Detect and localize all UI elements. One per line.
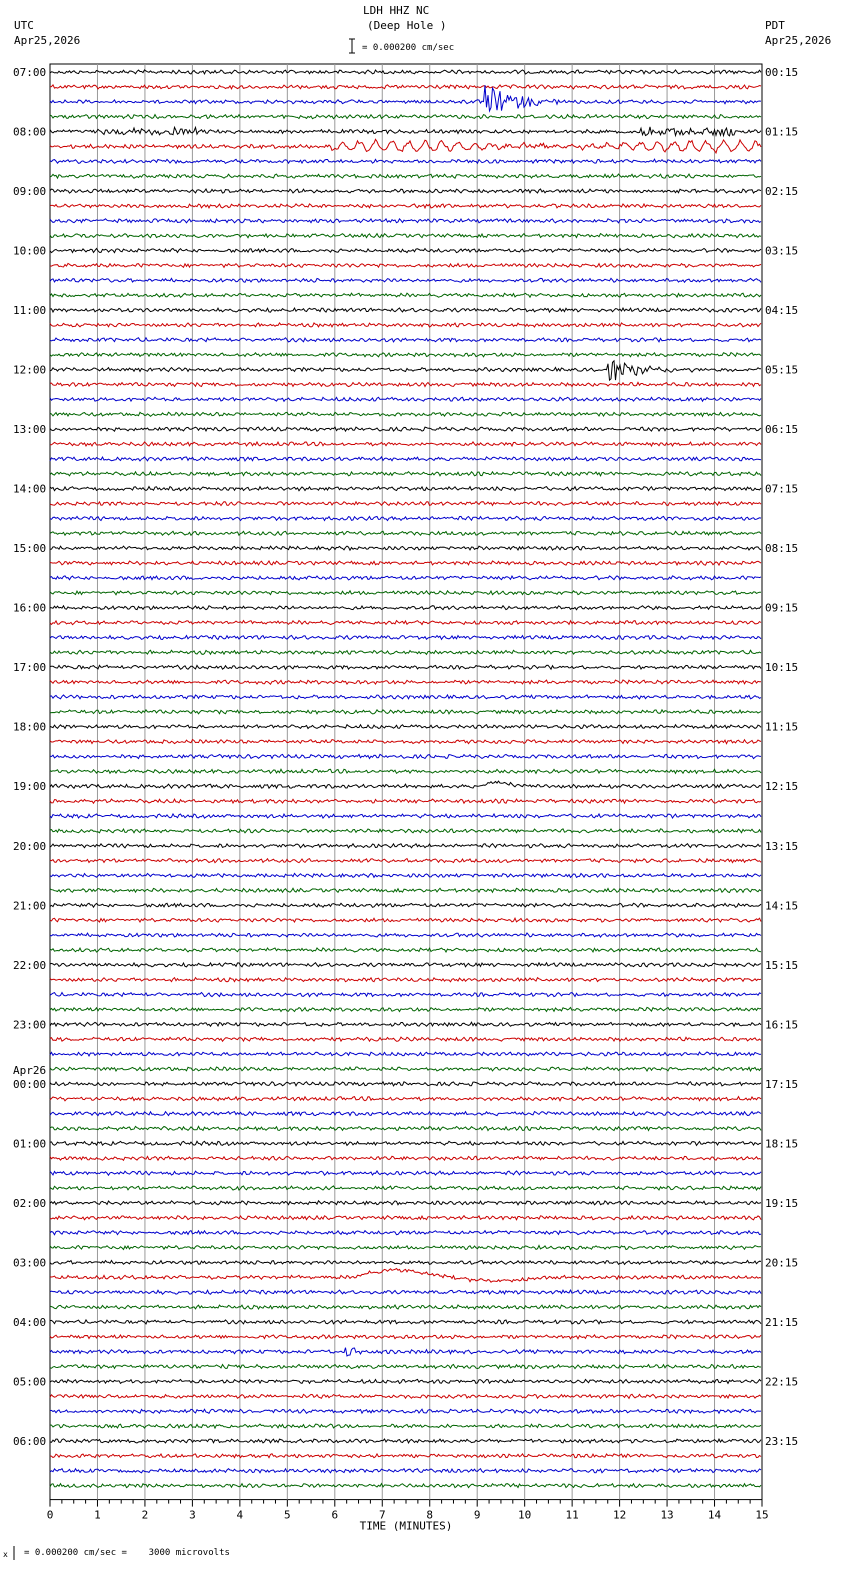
utc-hour-label: 16:00 [13,601,47,615]
utc-hour-labels [13,66,46,1448]
seismic-trace [50,1112,761,1116]
pdt-hour-labels [765,66,798,1448]
seismic-trace [50,1305,761,1309]
date-change-label: Apr26 [13,1063,47,1077]
pdt-hour-label: 02:15 [765,185,799,199]
seismic-trace [50,1141,761,1145]
seismic-trace [50,859,761,863]
seismic-trace [50,1186,761,1190]
seismic-trace [50,725,761,729]
seismic-trace [50,695,761,699]
pdt-hour-label: 00:15 [765,66,799,79]
seismic-trace [50,1082,761,1086]
seismic-trace [50,993,761,997]
seismic-trace [50,531,761,535]
seismic-trace [50,1037,761,1041]
seismic-trace [50,650,761,654]
utc-hour-label: 04:00 [13,1315,47,1329]
seismic-trace [50,1439,761,1443]
seismic-trace [50,591,761,595]
seismic-trace [50,1067,761,1071]
seismic-trace [50,680,761,684]
pdt-hour-label: 11:15 [765,720,799,734]
seismic-trace [50,1269,761,1283]
x-tick-label: 6 [331,1508,339,1522]
trace-group [50,70,761,1488]
seismic-trace [50,1320,761,1324]
seismic-trace [50,576,761,580]
seismic-trace [50,338,761,342]
seismic-trace [50,159,761,163]
seismic-trace [50,561,761,565]
seismic-trace [50,710,761,714]
x-axis-title: TIME (MINUTES) [359,1519,453,1533]
pdt-hour-label: 19:15 [765,1196,799,1210]
scale-label: = 0.000200 cm/sec [362,43,455,53]
seismic-trace [50,516,761,520]
seismic-trace [50,115,761,119]
seismic-trace [50,769,761,773]
seismic-trace [50,1409,761,1413]
pdt-hour-label: 12:15 [765,780,799,794]
x-tick-label: 12 [612,1508,627,1522]
seismic-trace [50,1260,761,1264]
seismic-trace [50,978,761,982]
x-tick-label: 4 [236,1508,244,1522]
utc-label: UTC [14,19,34,32]
utc-hour-label: 05:00 [13,1375,47,1389]
utc-hour-label: 18:00 [13,720,47,734]
pdt-hour-label: 04:15 [765,304,799,318]
seismic-trace [50,1424,761,1428]
seismic-trace [50,781,761,788]
pdt-hour-label: 06:15 [765,423,799,437]
pdt-hour-label: 17:15 [765,1077,799,1091]
seismic-trace [50,174,761,178]
seismic-trace [50,1348,761,1356]
seismic-trace [50,323,761,327]
pdt-hour-label: 23:15 [765,1434,799,1448]
pdt-hour-label: 07:15 [765,482,799,496]
seismic-trace [50,1246,761,1250]
seismic-trace [50,234,761,238]
seismic-trace [50,1052,761,1056]
seismic-trace [50,85,761,89]
seismic-trace [50,1171,761,1175]
utc-hour-label: 20:00 [13,839,47,853]
seismic-trace [50,1469,761,1473]
seismic-trace [50,799,761,803]
utc-hour-label: 10:00 [13,244,47,258]
seismic-trace [50,1231,761,1235]
seismic-trace [50,963,761,967]
x-tick-label: 5 [284,1508,291,1522]
station-title: LDH HHZ NC [363,4,430,17]
utc-hour-label: 00:00 [13,1077,47,1091]
seismic-trace [50,127,761,136]
pdt-hour-label: 21:15 [765,1315,799,1329]
x-tick-label: 2 [141,1508,149,1522]
x-tick-label: 8 [426,1508,434,1522]
utc-hour-label: 02:00 [13,1196,47,1210]
seismic-trace [50,1022,761,1026]
seismic-trace [50,457,761,461]
seismic-trace [50,606,761,610]
pdt-hour-label: 08:15 [765,542,799,556]
pdt-hour-label: 14:15 [765,899,799,913]
utc-hour-label: 03:00 [13,1256,47,1270]
seismic-trace [50,621,761,625]
seismic-trace [50,1454,761,1458]
utc-date: Apr25,2026 [14,34,81,47]
x-tick-label: 0 [46,1508,54,1522]
station-subtitle: (Deep Hole ) [367,19,447,32]
utc-hour-label: 19:00 [13,780,47,794]
seismic-trace [50,427,761,431]
pdt-hour-label: 22:15 [765,1375,799,1389]
seismic-trace [50,814,761,818]
x-tick-label: 1 [94,1508,101,1522]
seismic-trace [50,933,761,937]
seismic-trace [50,189,761,193]
utc-hour-label: 01:00 [13,1137,47,1151]
seismic-trace [50,948,761,952]
utc-hour-label: 15:00 [13,542,47,556]
seismic-trace [50,754,761,758]
pdt-hour-label: 03:15 [765,244,799,258]
seismic-trace [50,546,761,550]
x-tick-label: 13 [660,1508,674,1522]
utc-hour-label: 06:00 [13,1434,47,1448]
seismic-trace [50,139,761,153]
seismic-trace [50,1335,761,1339]
seismic-trace [50,70,761,74]
utc-hour-label: 12:00 [13,363,47,377]
x-tick-label: 7 [378,1508,386,1522]
utc-hour-label: 07:00 [13,66,47,79]
seismic-trace [50,278,761,282]
seismic-trace [50,740,761,744]
pdt-hour-label: 09:15 [765,601,799,615]
utc-hour-label: 08:00 [13,125,47,139]
seismic-trace [50,1216,761,1220]
seismic-trace [50,487,761,491]
pdt-hour-label: 15:15 [765,958,799,972]
pdt-hour-label: 01:15 [765,125,799,139]
seismic-trace [50,219,761,223]
seismic-trace [50,1126,761,1130]
utc-hour-label: 14:00 [13,482,47,496]
seismic-trace [50,204,761,208]
utc-hour-label: 23:00 [13,1018,47,1032]
pdt-hour-label: 20:15 [765,1256,799,1270]
seismic-trace [50,263,761,267]
seismic-trace [50,472,761,476]
seismic-trace [50,249,761,253]
seismic-trace [50,888,761,892]
seismic-trace [50,844,761,848]
seismic-trace [50,361,761,380]
seismic-trace [50,873,761,877]
seismic-trace [50,1365,761,1369]
seismic-trace [50,1290,761,1294]
seismic-trace [50,382,761,386]
seismic-trace [50,1201,761,1205]
pdt-hour-label: 10:15 [765,661,799,675]
x-tick-label: 9 [473,1508,481,1522]
utc-hour-label: 21:00 [13,899,47,913]
seismic-trace [50,635,761,639]
seismic-trace [50,397,761,401]
utc-hour-label: 22:00 [13,958,47,972]
seismic-trace [50,308,761,312]
x-tick-label: 14 [707,1508,722,1522]
seismic-trace [50,1007,761,1011]
seismic-trace [50,665,761,669]
seismic-trace [50,442,761,446]
pdt-label: PDT [765,19,785,32]
seismic-trace [50,1156,761,1160]
seismic-trace [50,293,761,297]
pdt-hour-label: 18:15 [765,1137,799,1151]
utc-hour-label: 11:00 [13,304,47,318]
utc-hour-label: 09:00 [13,185,47,199]
pdt-hour-label: 05:15 [765,363,799,377]
seismic-trace [50,502,761,506]
seismic-trace [50,412,761,416]
seismic-trace [50,1484,761,1488]
seismic-trace [50,1097,761,1101]
seismic-trace [50,903,761,907]
pdt-date: Apr25,2026 [765,34,832,47]
x-tick-label: 3 [189,1508,196,1522]
seismic-trace [50,918,761,922]
seismic-trace [50,829,761,833]
pdt-hour-label: 16:15 [765,1018,799,1032]
seismic-trace [50,353,761,357]
x-tick-label: 15 [755,1508,769,1522]
seismic-trace [50,1394,761,1398]
time-axis [47,1500,769,1533]
utc-hour-label: 13:00 [13,423,47,437]
x-tick-label: 10 [518,1508,532,1522]
seismic-trace [50,1379,761,1383]
pdt-hour-label: 13:15 [765,839,799,853]
seismic-trace [50,85,761,111]
utc-hour-label: 17:00 [13,661,47,675]
footer-scale-text: = 0.000200 cm/sec = 3000 microvolts [24,1548,230,1558]
footer-prefix: x [3,1550,8,1559]
x-tick-label: 11 [565,1508,579,1522]
